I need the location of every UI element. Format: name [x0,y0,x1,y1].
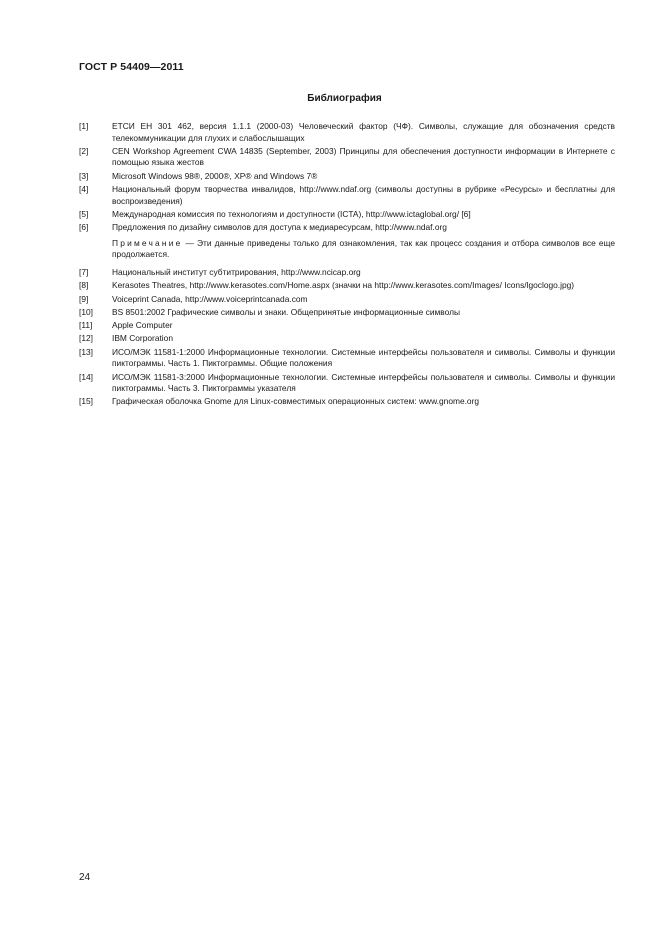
entry-text: Apple Computer [112,320,173,331]
entry-text: IBM Corporation [112,333,173,344]
entry-number: [6] [79,222,89,233]
entry-number: [4] [79,184,89,195]
note-label: Примечание [112,237,183,248]
bibliography-entry [79,171,615,183]
entry-number: [14] [79,371,93,382]
entry-text: Voiceprint Canada, http://www.voiceprintcanada.com [112,293,308,304]
bibliography-entry [79,347,615,370]
entry-text: BS 8501:2002 Графические символы и знаки. Общепринятые информационные символы [112,306,461,317]
bibliography-entry [79,209,615,221]
entry-number: [9] [79,293,89,304]
bibliography-note [112,238,615,261]
entry-number: [15] [79,396,93,407]
entry-text: ЕТСИ ЕН 301 462, версия 1.1.1 (2000-03) Человеческий фактор (ЧФ). Символы, служащие для обозначения средств телекоммуникации для глухих и слабослышащих [112,121,615,143]
entry-text: CEN Workshop Agreement CWA 14835 (September, 2003) Принципы для обеспечения доступности информации в Интернете с помощью языка жестов [112,145,615,168]
bibliography-entry [79,222,615,234]
entry-text: Международная комиссия по технологиям и доступности (ICTA), http://www.ictaglobal.org/ [6] [112,208,471,219]
bibliography-entry [79,267,615,279]
entry-number: [1] [79,121,89,131]
bibliography-entry [79,320,615,332]
entry-number: [7] [79,266,89,277]
bibliography-entry [79,372,615,395]
entry-text: Kerasotes Theatres, http://www.kerasotes.com/Home.aspx (значки на http://www.kerasotes.com/Images/ Icons/lgoclogo.jpg) [112,280,575,291]
entry-text: Графическая оболочка Gnome для Linux-совместимых операционных систем: www.gnome.org [112,396,480,407]
bibliography-entry [79,396,615,408]
bibliography-entry [79,121,615,144]
entry-number: [12] [79,333,93,344]
entry-number: [8] [79,280,89,291]
entry-number: [5] [79,208,89,219]
bibliography-entry [79,294,615,306]
bibliography-entry [79,146,615,169]
entry-number: [2] [79,145,89,156]
section-title: Библиография [307,93,382,104]
bibliography-entry [79,184,615,207]
bibliography-list [79,121,615,410]
entry-text: Предложения по дизайну символов для доступа к медиаресурсам, http://www.ndaf.org [112,222,447,233]
document-code: ГОСТ Р 54409—2011 [79,61,184,73]
entry-number: [10] [79,306,93,317]
note-text: — Эти данные приведены только для ознакомления, так как процесс создания и отбора символов все еще продолжается. [112,237,615,260]
entry-text: ИСО/МЭК 11581-3:2000 Информационные технологии. Системные интерфейсы пользователя и символы. Символы и функции пиктограммы. Часть 3. Пиктограммы указателя [112,371,615,394]
bibliography-group-1 [79,121,615,234]
entry-text: ИСО/МЭК 11581-1:2000 Информационные технологии. Системные интерфейсы пользователя и символы. Символы и функции пиктограммы. Часть 1. Пиктограммы. Общие положения [112,346,615,369]
bibliography-entry [79,333,615,345]
page-number: 24 [79,872,91,883]
bibliography-entry [79,307,615,319]
bibliography-group-2 [79,267,615,408]
entry-number: [13] [79,346,93,357]
entry-text: Национальный институт субтитрирования, http://www.ncicap.org [112,266,361,277]
entry-text: Национальный форум творчества инвалидов, http://www.ndaf.org (символы доступны в рубрике «Ресурсы» и бесплатны для воспроизведения) [112,184,615,206]
entry-number: [3] [79,170,89,181]
entry-text: Microsoft Windows 98®, 2000®, XP® and Windows 7® [112,170,318,181]
bibliography-entry [79,280,615,292]
entry-number: [11] [79,320,93,331]
